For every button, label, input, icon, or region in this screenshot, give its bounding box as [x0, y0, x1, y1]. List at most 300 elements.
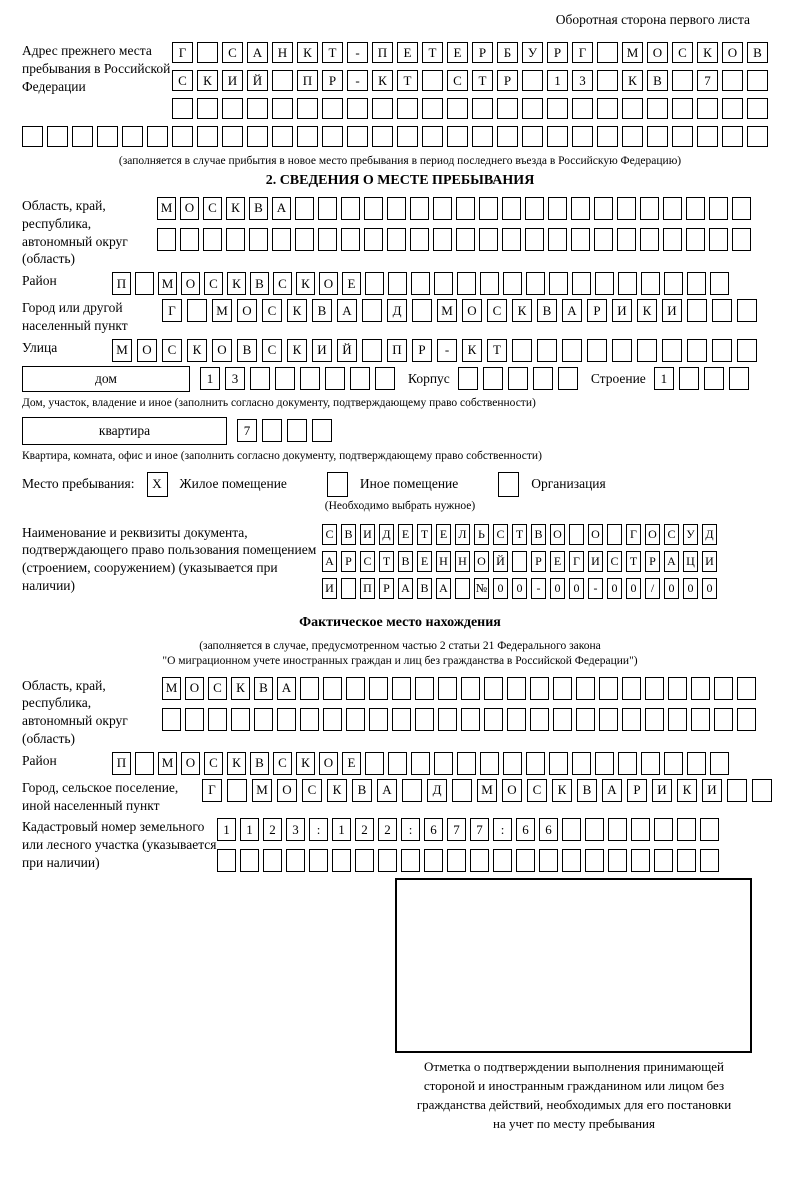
- char-cell[interactable]: [526, 272, 545, 295]
- char-cell[interactable]: И: [702, 779, 722, 802]
- char-cell[interactable]: [410, 228, 429, 251]
- char-cell[interactable]: О: [550, 524, 565, 545]
- char-cell[interactable]: [412, 299, 432, 322]
- char-cell[interactable]: [672, 70, 693, 91]
- char-cell[interactable]: [737, 708, 756, 731]
- char-cell[interactable]: [507, 677, 526, 700]
- char-cell[interactable]: [562, 849, 581, 872]
- char-cell[interactable]: [197, 98, 218, 119]
- char-cell[interactable]: С: [447, 70, 468, 91]
- char-cell[interactable]: [341, 228, 360, 251]
- char-cell[interactable]: М: [477, 779, 497, 802]
- char-cell[interactable]: В: [647, 70, 668, 91]
- char-cell[interactable]: С: [360, 551, 375, 572]
- char-cell[interactable]: Р: [547, 42, 568, 63]
- char-cell[interactable]: Т: [322, 42, 343, 63]
- char-cell[interactable]: [525, 197, 544, 220]
- char-cell[interactable]: А: [272, 197, 291, 220]
- char-cell[interactable]: [369, 708, 388, 731]
- char-cell[interactable]: [687, 339, 707, 362]
- char-cell[interactable]: Б: [497, 42, 518, 63]
- char-cell[interactable]: [640, 197, 659, 220]
- char-cell[interactable]: [300, 367, 320, 390]
- char-cell[interactable]: У: [522, 42, 543, 63]
- char-cell[interactable]: [122, 126, 143, 147]
- char-cell[interactable]: [250, 367, 270, 390]
- char-cell[interactable]: Л: [455, 524, 470, 545]
- char-cell[interactable]: И: [588, 551, 603, 572]
- char-cell[interactable]: [677, 818, 696, 841]
- char-cell[interactable]: О: [212, 339, 232, 362]
- char-cell[interactable]: Е: [342, 752, 361, 775]
- char-cell[interactable]: М: [162, 677, 181, 700]
- char-cell[interactable]: [157, 228, 176, 251]
- char-cell[interactable]: [322, 98, 343, 119]
- char-cell[interactable]: А: [247, 42, 268, 63]
- char-cell[interactable]: [737, 677, 756, 700]
- char-cell[interactable]: [97, 126, 118, 147]
- char-cell[interactable]: [323, 677, 342, 700]
- char-cell[interactable]: Р: [341, 551, 356, 572]
- char-cell[interactable]: С: [162, 339, 182, 362]
- char-cell[interactable]: Р: [497, 70, 518, 91]
- char-cell[interactable]: [618, 272, 637, 295]
- char-cell[interactable]: [547, 98, 568, 119]
- char-cell[interactable]: [369, 677, 388, 700]
- char-cell[interactable]: [549, 752, 568, 775]
- char-cell[interactable]: [679, 367, 699, 390]
- char-cell[interactable]: [347, 98, 368, 119]
- char-cell[interactable]: К: [462, 339, 482, 362]
- char-cell[interactable]: [507, 708, 526, 731]
- char-cell[interactable]: [668, 708, 687, 731]
- char-cell[interactable]: [187, 299, 207, 322]
- char-cell[interactable]: [332, 849, 351, 872]
- char-cell[interactable]: Г: [172, 42, 193, 63]
- char-cell[interactable]: -: [588, 578, 603, 599]
- char-cell[interactable]: И: [360, 524, 375, 545]
- char-cell[interactable]: И: [322, 578, 337, 599]
- char-cell[interactable]: В: [237, 339, 257, 362]
- char-cell[interactable]: [346, 677, 365, 700]
- char-cell[interactable]: [672, 98, 693, 119]
- char-cell[interactable]: В: [398, 551, 413, 572]
- char-cell[interactable]: [686, 228, 705, 251]
- char-cell[interactable]: [691, 708, 710, 731]
- char-cell[interactable]: [512, 551, 527, 572]
- char-cell[interactable]: [597, 70, 618, 91]
- char-cell[interactable]: П: [360, 578, 375, 599]
- checkbox-zhiloe[interactable]: X: [147, 472, 168, 497]
- char-cell[interactable]: [323, 708, 342, 731]
- char-cell[interactable]: [300, 677, 319, 700]
- char-cell[interactable]: [553, 708, 572, 731]
- char-cell[interactable]: [461, 677, 480, 700]
- char-cell[interactable]: П: [112, 272, 131, 295]
- char-cell[interactable]: Е: [447, 42, 468, 63]
- char-cell[interactable]: [526, 752, 545, 775]
- char-cell[interactable]: [493, 849, 512, 872]
- char-cell[interactable]: Д: [427, 779, 447, 802]
- char-cell[interactable]: Д: [702, 524, 717, 545]
- char-cell[interactable]: [576, 677, 595, 700]
- char-cell[interactable]: [647, 98, 668, 119]
- char-cell[interactable]: С: [204, 752, 223, 775]
- char-cell[interactable]: [135, 752, 154, 775]
- char-cell[interactable]: А: [436, 578, 451, 599]
- char-cell[interactable]: [700, 818, 719, 841]
- char-cell[interactable]: [247, 98, 268, 119]
- char-cell[interactable]: [622, 126, 643, 147]
- char-cell[interactable]: Р: [587, 299, 607, 322]
- char-cell[interactable]: 7: [470, 818, 489, 841]
- char-cell[interactable]: [457, 752, 476, 775]
- char-cell[interactable]: [185, 708, 204, 731]
- char-cell[interactable]: [497, 126, 518, 147]
- char-cell[interactable]: [472, 126, 493, 147]
- char-cell[interactable]: [226, 228, 245, 251]
- char-cell[interactable]: [172, 98, 193, 119]
- char-cell[interactable]: [484, 708, 503, 731]
- char-cell[interactable]: К: [552, 779, 572, 802]
- char-cell[interactable]: [747, 98, 768, 119]
- char-cell[interactable]: М: [252, 779, 272, 802]
- char-cell[interactable]: [433, 197, 452, 220]
- char-cell[interactable]: [548, 197, 567, 220]
- char-cell[interactable]: [341, 197, 360, 220]
- char-cell[interactable]: 0: [569, 578, 584, 599]
- char-cell[interactable]: [714, 708, 733, 731]
- char-cell[interactable]: К: [622, 70, 643, 91]
- char-cell[interactable]: К: [226, 197, 245, 220]
- char-cell[interactable]: Р: [412, 339, 432, 362]
- char-cell[interactable]: Р: [627, 779, 647, 802]
- char-cell[interactable]: С: [607, 551, 622, 572]
- char-cell[interactable]: [365, 272, 384, 295]
- char-cell[interactable]: [641, 272, 660, 295]
- char-cell[interactable]: [645, 677, 664, 700]
- char-cell[interactable]: 2: [263, 818, 282, 841]
- char-cell[interactable]: [424, 849, 443, 872]
- char-cell[interactable]: [512, 339, 532, 362]
- char-cell[interactable]: В: [352, 779, 372, 802]
- char-cell[interactable]: Й: [247, 70, 268, 91]
- char-cell[interactable]: [647, 126, 668, 147]
- char-cell[interactable]: А: [322, 551, 337, 572]
- char-cell[interactable]: [312, 419, 332, 442]
- char-cell[interactable]: С: [222, 42, 243, 63]
- char-cell[interactable]: М: [157, 197, 176, 220]
- char-cell[interactable]: О: [502, 779, 522, 802]
- char-cell[interactable]: Р: [472, 42, 493, 63]
- char-cell[interactable]: Т: [512, 524, 527, 545]
- char-cell[interactable]: [599, 677, 618, 700]
- char-cell[interactable]: С: [208, 677, 227, 700]
- char-cell[interactable]: К: [296, 272, 315, 295]
- char-cell[interactable]: [637, 339, 657, 362]
- char-cell[interactable]: [346, 708, 365, 731]
- char-cell[interactable]: №: [474, 578, 489, 599]
- char-cell[interactable]: [387, 228, 406, 251]
- char-cell[interactable]: Р: [322, 70, 343, 91]
- char-cell[interactable]: А: [602, 779, 622, 802]
- char-cell[interactable]: [422, 126, 443, 147]
- char-cell[interactable]: К: [677, 779, 697, 802]
- char-cell[interactable]: [392, 708, 411, 731]
- char-cell[interactable]: [422, 98, 443, 119]
- char-cell[interactable]: 1: [547, 70, 568, 91]
- char-cell[interactable]: [438, 708, 457, 731]
- char-cell[interactable]: С: [527, 779, 547, 802]
- char-cell[interactable]: [664, 752, 683, 775]
- char-cell[interactable]: М: [622, 42, 643, 63]
- char-cell[interactable]: К: [327, 779, 347, 802]
- char-cell[interactable]: Т: [487, 339, 507, 362]
- char-cell[interactable]: Е: [550, 551, 565, 572]
- char-cell[interactable]: [558, 367, 578, 390]
- char-cell[interactable]: [712, 339, 732, 362]
- char-cell[interactable]: [687, 299, 707, 322]
- char-cell[interactable]: [618, 752, 637, 775]
- char-cell[interactable]: О: [181, 752, 200, 775]
- char-cell[interactable]: И: [652, 779, 672, 802]
- char-cell[interactable]: [537, 339, 557, 362]
- char-cell[interactable]: Е: [342, 272, 361, 295]
- checkbox-organizatsiya[interactable]: [498, 472, 519, 497]
- char-cell[interactable]: Е: [397, 42, 418, 63]
- char-cell[interactable]: К: [231, 677, 250, 700]
- char-cell[interactable]: [631, 818, 650, 841]
- char-cell[interactable]: И: [662, 299, 682, 322]
- char-cell[interactable]: 1: [332, 818, 351, 841]
- char-cell[interactable]: 1: [240, 818, 259, 841]
- char-cell[interactable]: [686, 197, 705, 220]
- char-cell[interactable]: 0: [493, 578, 508, 599]
- char-cell[interactable]: [503, 752, 522, 775]
- char-cell[interactable]: [594, 197, 613, 220]
- char-cell[interactable]: [135, 272, 154, 295]
- char-cell[interactable]: У: [683, 524, 698, 545]
- char-cell[interactable]: [362, 339, 382, 362]
- char-cell[interactable]: М: [158, 272, 177, 295]
- char-cell[interactable]: 2: [378, 818, 397, 841]
- char-cell[interactable]: [608, 849, 627, 872]
- char-cell[interactable]: [502, 197, 521, 220]
- char-cell[interactable]: [479, 197, 498, 220]
- char-cell[interactable]: [572, 752, 591, 775]
- char-cell[interactable]: А: [377, 779, 397, 802]
- char-cell[interactable]: 2: [355, 818, 374, 841]
- char-cell[interactable]: [547, 126, 568, 147]
- char-cell[interactable]: [727, 779, 747, 802]
- char-cell[interactable]: 0: [512, 578, 527, 599]
- char-cell[interactable]: [712, 299, 732, 322]
- char-cell[interactable]: [397, 126, 418, 147]
- char-cell[interactable]: А: [562, 299, 582, 322]
- char-cell[interactable]: [222, 126, 243, 147]
- char-cell[interactable]: [402, 779, 422, 802]
- char-cell[interactable]: [456, 197, 475, 220]
- char-cell[interactable]: Й: [493, 551, 508, 572]
- char-cell[interactable]: [483, 367, 503, 390]
- char-cell[interactable]: Р: [379, 578, 394, 599]
- char-cell[interactable]: [654, 818, 673, 841]
- char-cell[interactable]: К: [512, 299, 532, 322]
- char-cell[interactable]: [572, 98, 593, 119]
- char-cell[interactable]: [522, 126, 543, 147]
- char-cell[interactable]: [645, 708, 664, 731]
- char-cell[interactable]: [572, 272, 591, 295]
- char-cell[interactable]: О: [462, 299, 482, 322]
- char-cell[interactable]: [562, 818, 581, 841]
- char-cell[interactable]: М: [437, 299, 457, 322]
- char-cell[interactable]: [677, 849, 696, 872]
- char-cell[interactable]: О: [645, 524, 660, 545]
- char-cell[interactable]: [231, 708, 250, 731]
- char-cell[interactable]: Н: [455, 551, 470, 572]
- char-cell[interactable]: [461, 708, 480, 731]
- char-cell[interactable]: Р: [645, 551, 660, 572]
- char-cell[interactable]: [722, 70, 743, 91]
- char-cell[interactable]: [375, 367, 395, 390]
- char-cell[interactable]: [227, 779, 247, 802]
- char-cell[interactable]: Г: [162, 299, 182, 322]
- char-cell[interactable]: [480, 272, 499, 295]
- char-cell[interactable]: [622, 708, 641, 731]
- char-cell[interactable]: [597, 126, 618, 147]
- char-cell[interactable]: П: [387, 339, 407, 362]
- char-cell[interactable]: [539, 849, 558, 872]
- char-cell[interactable]: Т: [626, 551, 641, 572]
- char-cell[interactable]: -: [531, 578, 546, 599]
- char-cell[interactable]: [687, 752, 706, 775]
- char-cell[interactable]: Т: [417, 524, 432, 545]
- char-cell[interactable]: М: [158, 752, 177, 775]
- char-cell[interactable]: [401, 849, 420, 872]
- char-cell[interactable]: [240, 849, 259, 872]
- char-cell[interactable]: [522, 70, 543, 91]
- char-cell[interactable]: [438, 677, 457, 700]
- char-cell[interactable]: [617, 197, 636, 220]
- char-cell[interactable]: О: [474, 551, 489, 572]
- char-cell[interactable]: А: [277, 677, 296, 700]
- char-cell[interactable]: О: [185, 677, 204, 700]
- char-cell[interactable]: П: [112, 752, 131, 775]
- char-cell[interactable]: С: [203, 197, 222, 220]
- char-cell[interactable]: Й: [337, 339, 357, 362]
- char-cell[interactable]: [597, 42, 618, 63]
- char-cell[interactable]: [571, 197, 590, 220]
- checkbox-inoe[interactable]: [327, 472, 348, 497]
- char-cell[interactable]: [180, 228, 199, 251]
- char-cell[interactable]: О: [180, 197, 199, 220]
- char-cell[interactable]: В: [531, 524, 546, 545]
- char-cell[interactable]: [595, 272, 614, 295]
- char-cell[interactable]: О: [237, 299, 257, 322]
- char-cell[interactable]: 6: [516, 818, 535, 841]
- char-cell[interactable]: О: [137, 339, 157, 362]
- char-cell[interactable]: [297, 126, 318, 147]
- char-cell[interactable]: [249, 228, 268, 251]
- char-cell[interactable]: [272, 98, 293, 119]
- char-cell[interactable]: К: [287, 339, 307, 362]
- char-cell[interactable]: [737, 299, 757, 322]
- char-cell[interactable]: [263, 849, 282, 872]
- char-cell[interactable]: О: [722, 42, 743, 63]
- char-cell[interactable]: [497, 98, 518, 119]
- char-cell[interactable]: [631, 849, 650, 872]
- char-cell[interactable]: К: [297, 42, 318, 63]
- char-cell[interactable]: [222, 98, 243, 119]
- char-cell[interactable]: [262, 419, 282, 442]
- char-cell[interactable]: К: [197, 70, 218, 91]
- char-cell[interactable]: 1: [217, 818, 236, 841]
- char-cell[interactable]: [286, 849, 305, 872]
- char-cell[interactable]: [447, 126, 468, 147]
- char-cell[interactable]: Е: [417, 551, 432, 572]
- char-cell[interactable]: К: [372, 70, 393, 91]
- char-cell[interactable]: [594, 228, 613, 251]
- char-cell[interactable]: 0: [607, 578, 622, 599]
- char-cell[interactable]: [318, 228, 337, 251]
- char-cell[interactable]: [397, 98, 418, 119]
- char-cell[interactable]: [388, 272, 407, 295]
- char-cell[interactable]: Ц: [683, 551, 698, 572]
- char-cell[interactable]: В: [341, 524, 356, 545]
- char-cell[interactable]: С: [322, 524, 337, 545]
- char-cell[interactable]: [597, 98, 618, 119]
- char-cell[interactable]: 7: [697, 70, 718, 91]
- char-cell[interactable]: Т: [379, 551, 394, 572]
- char-cell[interactable]: В: [254, 677, 273, 700]
- char-cell[interactable]: К: [227, 752, 246, 775]
- char-cell[interactable]: /: [645, 578, 660, 599]
- char-cell[interactable]: [587, 339, 607, 362]
- char-cell[interactable]: [714, 677, 733, 700]
- char-cell[interactable]: В: [249, 197, 268, 220]
- char-cell[interactable]: [372, 126, 393, 147]
- char-cell[interactable]: [458, 367, 478, 390]
- char-cell[interactable]: 6: [539, 818, 558, 841]
- char-cell[interactable]: [355, 849, 374, 872]
- char-cell[interactable]: [599, 708, 618, 731]
- char-cell[interactable]: [569, 524, 584, 545]
- char-cell[interactable]: [732, 228, 751, 251]
- char-cell[interactable]: К: [296, 752, 315, 775]
- char-cell[interactable]: 0: [550, 578, 565, 599]
- char-cell[interactable]: [22, 126, 43, 147]
- char-cell[interactable]: С: [273, 272, 292, 295]
- char-cell[interactable]: [300, 708, 319, 731]
- char-cell[interactable]: [548, 228, 567, 251]
- char-cell[interactable]: С: [172, 70, 193, 91]
- char-cell[interactable]: [162, 708, 181, 731]
- char-cell[interactable]: [447, 98, 468, 119]
- char-cell[interactable]: [208, 708, 227, 731]
- char-cell[interactable]: [516, 849, 535, 872]
- char-cell[interactable]: К: [227, 272, 246, 295]
- char-cell[interactable]: [272, 70, 293, 91]
- char-cell[interactable]: [318, 197, 337, 220]
- char-cell[interactable]: [525, 228, 544, 251]
- char-cell[interactable]: П: [297, 70, 318, 91]
- char-cell[interactable]: Г: [569, 551, 584, 572]
- char-cell[interactable]: П: [372, 42, 393, 63]
- char-cell[interactable]: [470, 849, 489, 872]
- char-cell[interactable]: Р: [531, 551, 546, 572]
- char-cell[interactable]: :: [309, 818, 328, 841]
- char-cell[interactable]: 1: [654, 367, 674, 390]
